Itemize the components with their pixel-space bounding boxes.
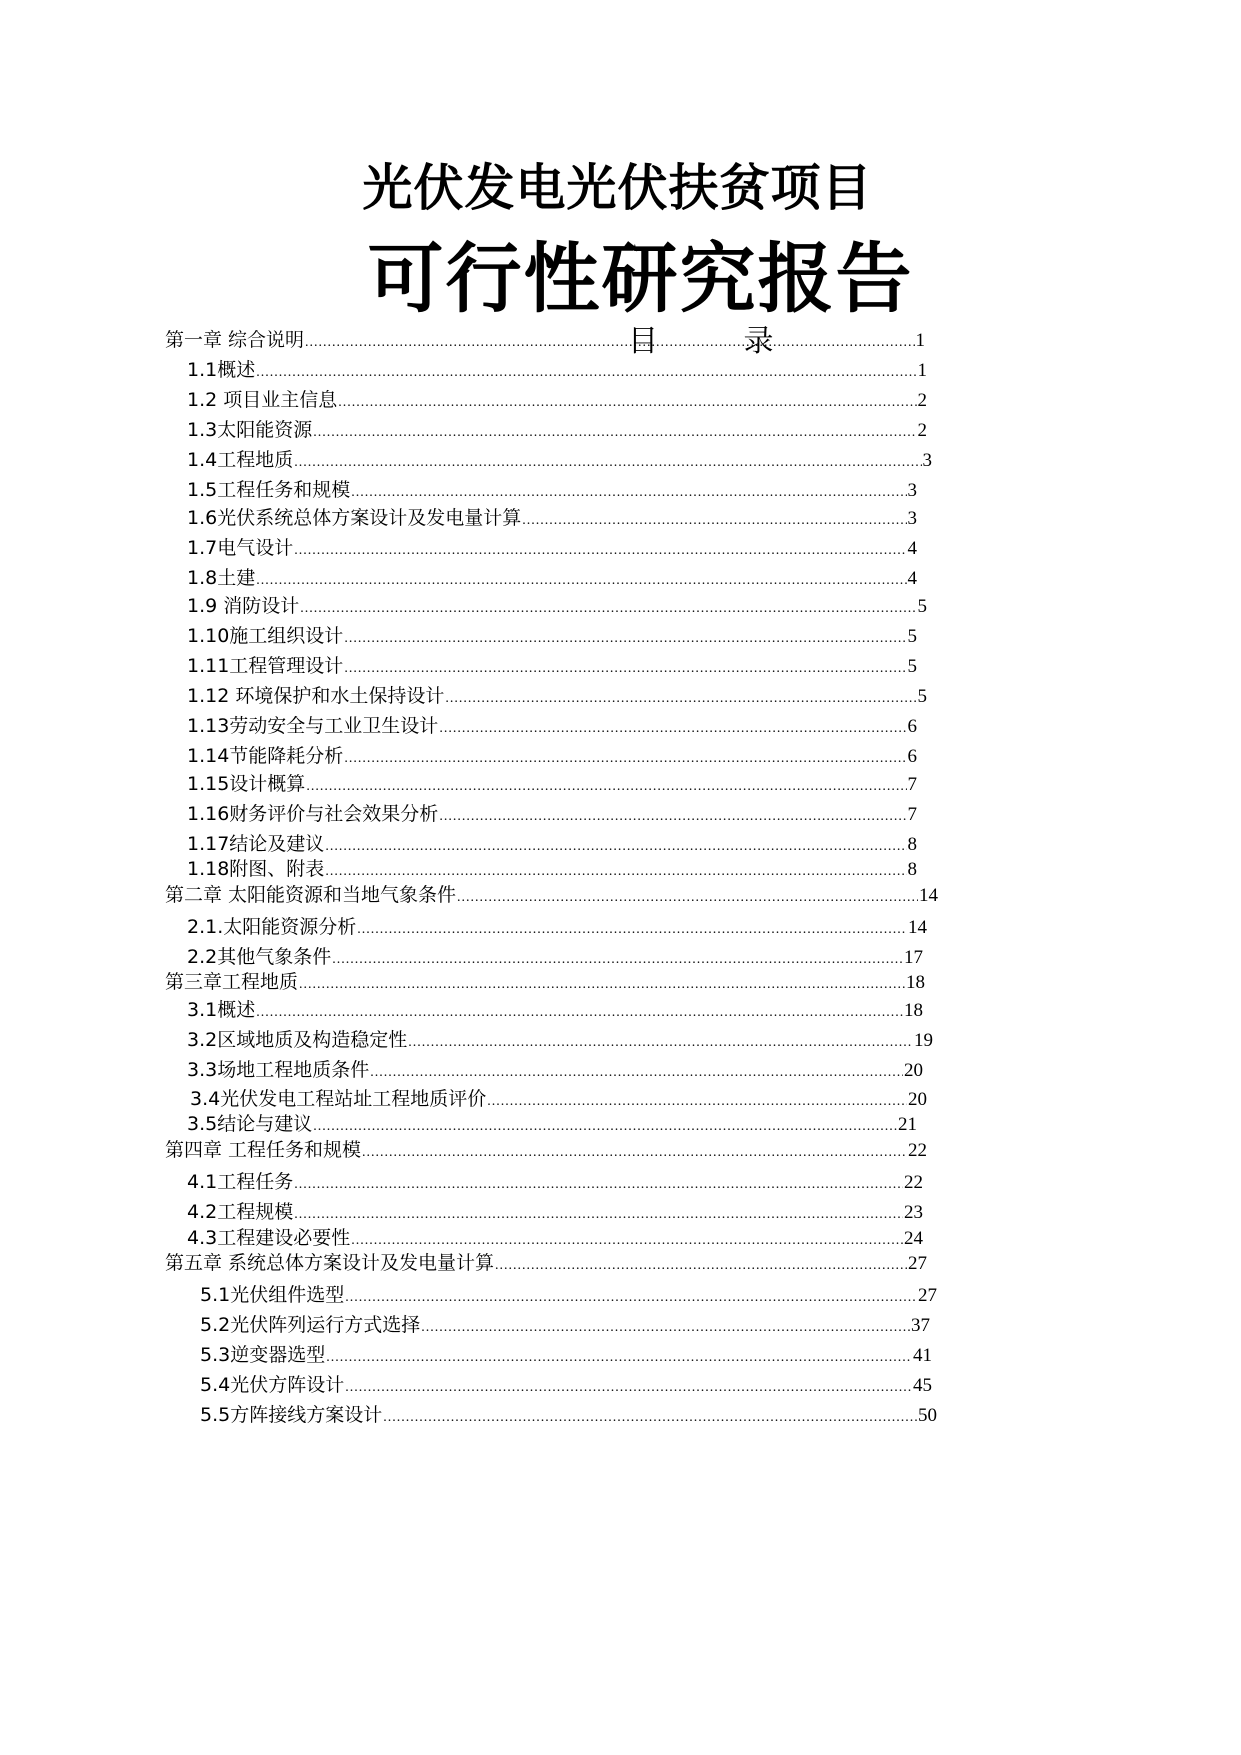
toc-entry-page-number: 5 <box>917 596 927 617</box>
toc-entry[interactable] <box>165 328 925 355</box>
toc-dot-leader <box>345 1376 912 1400</box>
toc-entry[interactable] <box>200 1343 932 1370</box>
toc-entry-label: 第二章 太阳能资源和当地气象条件 <box>165 884 457 906</box>
toc-entry-page-number: 6 <box>907 746 917 767</box>
toc-entry[interactable] <box>187 506 917 533</box>
toc-entry-page-number: 22 <box>904 1172 923 1193</box>
toc-dot-leader <box>294 1203 903 1227</box>
toc-dot-leader <box>408 1031 913 1055</box>
toc-entry[interactable] <box>187 915 927 942</box>
toc-dot-leader <box>313 1115 897 1139</box>
toc-entry-label: 1.7电气设计 <box>187 537 294 559</box>
toc-entry[interactable] <box>187 1170 923 1197</box>
toc-entry-page-number: 8 <box>907 834 917 855</box>
toc-entry-page-number: 41 <box>913 1345 932 1366</box>
toc-entry-page-number: 19 <box>914 1030 933 1051</box>
toc-dot-leader <box>305 331 914 355</box>
toc-entry-page-number: 37 <box>911 1315 930 1336</box>
toc-entry[interactable] <box>190 1087 927 1114</box>
toc-entry[interactable] <box>187 448 932 475</box>
toc-entry-label: 1.12 环境保护和水土保持设计 <box>187 685 445 707</box>
toc-entry-label: 3.1概述 <box>187 999 256 1021</box>
toc-entry-label: 1.3太阳能资源 <box>187 419 313 441</box>
toc-entry-label: 1.9 消防设计 <box>187 595 300 617</box>
toc-entry[interactable] <box>187 654 917 681</box>
toc-dot-leader <box>306 775 906 799</box>
toc-entry-page-number: 27 <box>918 1285 937 1306</box>
toc-entry[interactable] <box>200 1403 937 1430</box>
toc-entry[interactable] <box>187 998 923 1025</box>
toc-entry-label: 第一章 综合说明 <box>165 329 305 351</box>
toc-dot-leader <box>383 1406 917 1430</box>
toc-entry-label: 5.3逆变器选型 <box>200 1344 326 1366</box>
toc-entry-page-number: 24 <box>904 1228 923 1249</box>
toc-entry-page-number: 3 <box>907 480 917 501</box>
toc-dot-leader <box>256 361 916 385</box>
toc-entry-label: 1.11工程管理设计 <box>187 655 344 677</box>
toc-entry-label: 1.13劳动安全与工业卫生设计 <box>187 715 439 737</box>
toc-entry-label: 5.5方阵接线方案设计 <box>200 1404 383 1426</box>
toc-entry-label: 1.14节能降耗分析 <box>187 745 344 767</box>
toc-entry[interactable] <box>187 594 927 621</box>
toc-dot-leader <box>439 805 906 829</box>
toc-dot-leader <box>344 747 906 771</box>
toc-entry-page-number: 7 <box>907 774 917 795</box>
toc-entry-page-number: 1 <box>917 360 927 381</box>
toc-entry[interactable] <box>187 624 917 651</box>
toc-entry-page-number: 5 <box>917 686 927 707</box>
toc-entry-page-number: 3 <box>922 450 932 471</box>
toc-dot-leader <box>351 1229 903 1253</box>
toc-entry-label: 1.8土建 <box>187 567 256 589</box>
toc-entry-label: 5.4光伏方阵设计 <box>200 1374 345 1396</box>
toc-entry-label: 3.4光伏发电工程站址工程地质评价 <box>190 1088 487 1110</box>
toc-entry-label: 1.10施工组织设计 <box>187 625 344 647</box>
toc-dot-leader <box>326 1346 912 1370</box>
toc-entry-page-number: 4 <box>907 568 917 589</box>
toc-entry-page-number: 21 <box>898 1114 917 1135</box>
toc-entry-label: 第五章 系统总体方案设计及发电量计算 <box>165 1252 495 1274</box>
toc-dot-leader <box>294 1173 903 1197</box>
toc-entry[interactable] <box>187 1058 923 1085</box>
toc-entry[interactable] <box>187 418 927 445</box>
toc-dot-leader <box>256 1001 903 1025</box>
toc-entry-page-number: 5 <box>907 626 917 647</box>
toc-entry-page-number: 3 <box>907 508 917 529</box>
toc-entry-label: 4.2工程规模 <box>187 1201 294 1223</box>
toc-entry-label: 1.18附图、附表 <box>187 858 325 880</box>
document-title-line2: 可行性研究报告 <box>367 234 914 323</box>
toc-dot-leader <box>294 539 906 563</box>
toc-entry-label: 1.5工程任务和规模 <box>187 479 351 501</box>
toc-entry-page-number: 1 <box>915 330 925 351</box>
toc-dot-leader <box>344 627 906 651</box>
toc-dot-leader <box>487 1090 907 1114</box>
toc-dot-leader <box>338 391 916 415</box>
toc-dot-leader <box>351 481 906 505</box>
toc-entry-page-number: 14 <box>908 917 927 938</box>
toc-entry[interactable] <box>187 857 917 884</box>
toc-dot-leader <box>495 1254 907 1278</box>
toc-entry[interactable] <box>165 1251 927 1278</box>
toc-dot-leader <box>294 451 921 475</box>
toc-entry-page-number: 5 <box>907 656 917 677</box>
toc-entry-page-number: 6 <box>907 716 917 737</box>
toc-entry-page-number: 2 <box>917 390 927 411</box>
document-title-line1: 光伏发电光伏扶贫项目 <box>362 159 873 217</box>
toc-dot-leader <box>522 509 906 533</box>
toc-heading: 目 录 <box>628 324 812 359</box>
toc-entry[interactable] <box>187 478 917 505</box>
toc-entry-page-number: 8 <box>907 859 917 880</box>
toc-entry-page-number: 23 <box>904 1202 923 1223</box>
toc-dot-leader <box>421 1316 910 1340</box>
toc-entry[interactable] <box>187 684 927 711</box>
toc-entry-label: 2.1.太阳能资源分析 <box>187 916 357 938</box>
toc-entry[interactable] <box>187 1112 917 1139</box>
toc-entry[interactable] <box>165 1138 927 1165</box>
toc-entry-label: 4.1工程任务 <box>187 1171 294 1193</box>
toc-entry-page-number: 14 <box>919 885 938 906</box>
toc-entry-label: 3.5结论与建议 <box>187 1113 313 1135</box>
toc-entry[interactable] <box>200 1283 937 1310</box>
toc-dot-leader <box>345 1286 917 1310</box>
toc-entry[interactable] <box>187 566 917 593</box>
toc-entry-page-number: 7 <box>907 804 917 825</box>
toc-entry-label: 第三章工程地质 <box>165 971 299 993</box>
toc-dot-leader <box>313 421 916 445</box>
toc-dot-leader <box>445 687 916 711</box>
toc-entry-label: 1.2 项目业主信息 <box>187 389 338 411</box>
toc-entry[interactable] <box>187 1028 933 1055</box>
toc-entry-label: 1.6光伏系统总体方案设计及发电量计算 <box>187 507 522 529</box>
toc-entry[interactable] <box>165 883 938 910</box>
toc-entry[interactable] <box>187 744 917 771</box>
toc-entry-label: 第四章 工程任务和规模 <box>165 1139 362 1161</box>
toc-entry-page-number: 50 <box>918 1405 937 1426</box>
toc-dot-leader <box>457 886 918 910</box>
toc-entry-label: 5.1光伏组件选型 <box>200 1284 345 1306</box>
toc-entry-page-number: 20 <box>908 1089 927 1110</box>
toc-dot-leader <box>370 1061 903 1085</box>
toc-dot-leader <box>439 717 906 741</box>
toc-entry[interactable] <box>187 772 917 799</box>
toc-dot-leader <box>256 569 906 593</box>
toc-entry[interactable] <box>187 1200 923 1227</box>
toc-entry-page-number: 18 <box>904 1000 923 1021</box>
toc-entry[interactable] <box>187 802 917 829</box>
toc-entry[interactable] <box>187 1226 923 1253</box>
toc-entry[interactable] <box>200 1313 930 1340</box>
toc-entry-page-number: 4 <box>907 538 917 559</box>
toc-entry[interactable] <box>200 1373 932 1400</box>
toc-dot-leader <box>325 860 906 884</box>
toc-entry-label: 1.4工程地质 <box>187 449 294 471</box>
toc-entry-label: 3.2区域地质及构造稳定性 <box>187 1029 408 1051</box>
toc-entry-label: 4.3工程建设必要性 <box>187 1227 351 1249</box>
toc-entry-page-number: 2 <box>917 420 927 441</box>
toc-entry-label: 1.1概述 <box>187 359 256 381</box>
toc-entry[interactable] <box>187 388 927 415</box>
toc-entry[interactable] <box>187 832 917 859</box>
toc-entry-page-number: 17 <box>904 947 923 968</box>
toc-dot-leader <box>299 973 905 997</box>
toc-entry-page-number: 22 <box>908 1140 927 1161</box>
toc-entry-label: 1.17结论及建议 <box>187 833 325 855</box>
toc-entry[interactable] <box>187 945 923 972</box>
toc-dot-leader <box>357 918 907 942</box>
toc-entry[interactable] <box>187 714 917 741</box>
toc-entry-label: 2.2其他气象条件 <box>187 946 332 968</box>
toc-dot-leader <box>332 948 903 972</box>
toc-entry[interactable] <box>187 358 927 385</box>
toc-dot-leader <box>362 1141 907 1165</box>
toc-entry-page-number: 27 <box>908 1253 927 1274</box>
toc-entry-page-number: 45 <box>913 1375 932 1396</box>
toc-entry-label: 1.16财务评价与社会效果分析 <box>187 803 439 825</box>
toc-entry[interactable] <box>165 970 925 997</box>
toc-entry[interactable] <box>187 536 917 563</box>
toc-entry-page-number: 18 <box>906 972 925 993</box>
toc-entry-label: 3.3场地工程地质条件 <box>187 1059 370 1081</box>
toc-dot-leader <box>344 657 906 681</box>
toc-entry-page-number: 20 <box>904 1060 923 1081</box>
toc-dot-leader <box>325 835 906 859</box>
toc-entry-label: 5.2光伏阵列运行方式选择 <box>200 1314 421 1336</box>
toc-entry-label: 1.15设计概算 <box>187 773 306 795</box>
toc-dot-leader <box>300 597 916 621</box>
